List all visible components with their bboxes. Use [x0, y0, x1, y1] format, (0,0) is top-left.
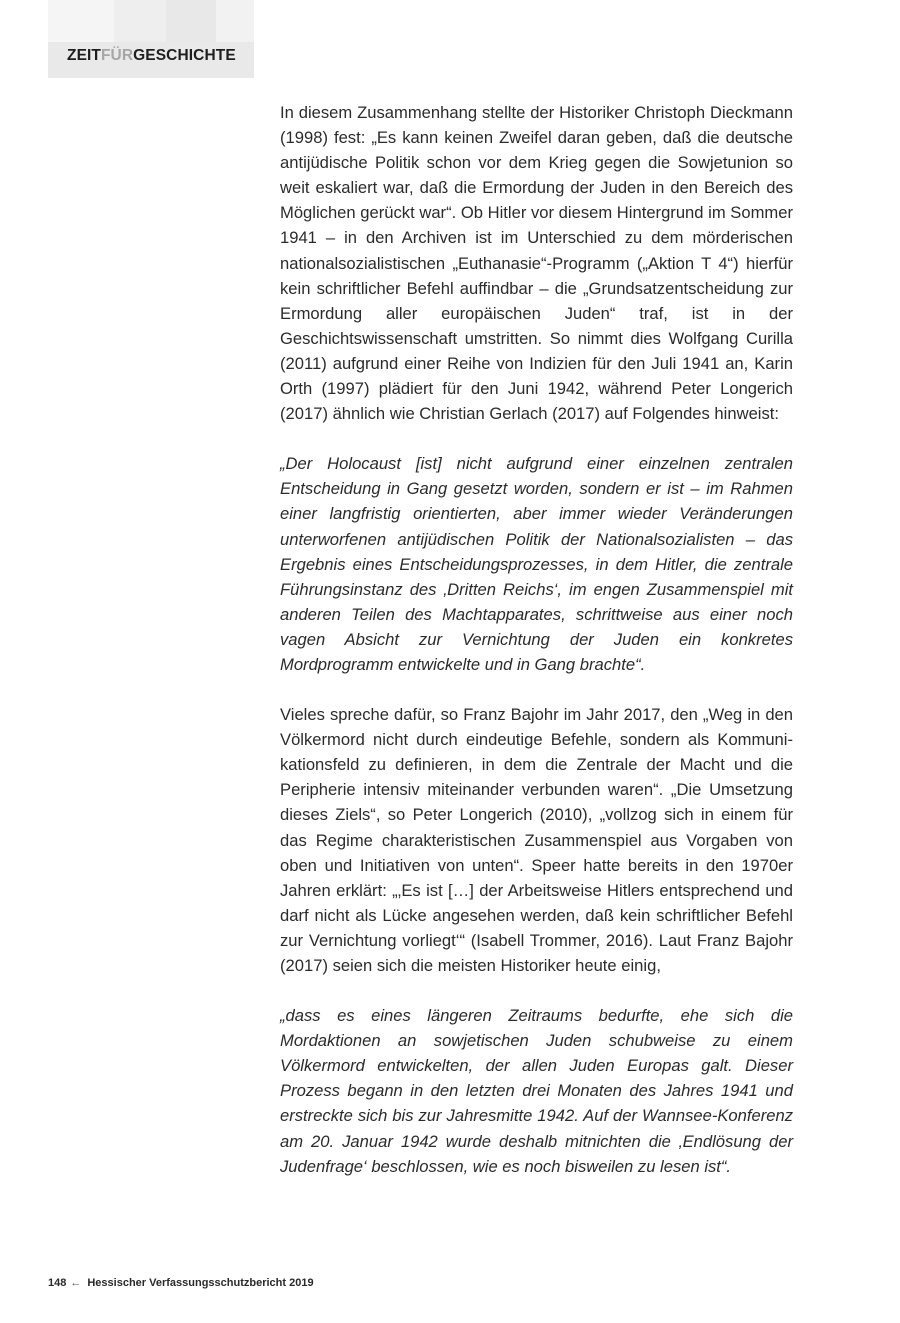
header-tile — [114, 0, 166, 42]
page-number: 148 — [48, 1277, 67, 1289]
brand-part-geschichte: GESCHICHTE — [133, 47, 236, 64]
section-brand-title — [67, 47, 236, 65]
header-tile — [216, 0, 254, 42]
brand-part-fuer: FÜR — [100, 47, 134, 64]
paragraph-gap — [280, 677, 793, 702]
article-body — [280, 100, 793, 1179]
publication-title: Hessischer Verfassungsschutzbericht 2019 — [87, 1277, 314, 1289]
block-quote: „dass es eines längeren Zeitraums bedurfte, ehe sich die Mordaktionen an sowjetischen Juden schubweise zu einem Völkermord entwickelten, der allen Juden Europas galt. Dieser Prozess begann in den letzten drei Monaten des Jahres 1941 und erstreckte sich bis zur Jahresmitte 1942. Auf der Wannsee-Konferenz am 20. Januar 1942 wurde deshalb mitnichten die ‚Endlösung der Judenfrage‘ beschlossen, wie es noch bisweilen zu lesen ist“. — [280, 1006, 793, 1176]
body-paragraph: Vieles spreche dafür, so Franz Bajohr im Jahr 2017, den „Weg in den Völkermord nicht durch eindeutige Befehle, sondern als Kommunikationsfeld zu definieren, in dem die Zentrale der Macht und die Peripherie intensiv miteinander verbunden waren“. „Die Umsetzung dieses Ziels“, so Peter Longerich (2010), „vollzog sich in einem für das Regime charakteristischen Zusammenspiel aus Vorgaben von oben und Initiativen von unten“. Speer hatte bereits in den 1970er Jahren erklärt: „‚Es ist […] der Arbeitsweise Hitlers entsprechend und darf nicht als Lücke angesehen werden, daß kein schriftlicher Befehl zur Vernichtung vorliegt‘“ (Isabell Trommer, 2016). Laut Franz Bajohr (2017) seien sich die meisten Historiker heute einig, — [280, 705, 793, 975]
brand-part-zeit: ZEIT — [67, 47, 101, 64]
header-tile — [48, 0, 114, 42]
paragraph-gap — [280, 426, 793, 451]
header-tile — [166, 0, 216, 42]
body-paragraph: In diesem Zusammenhang stellte der Historiker Christoph Dieckmann (1998) fest: „Es kann keinen Zweifel daran geben, daß die deutsche antijüdische Politik schon vor dem Krieg gegen die Sowjetunion so weit eskaliert war, daß die Ermordung der Juden in den Bereich des Möglichen gerückt war“. Ob Hitler vor diesem Hintergrund im Sommer 1941 – in den Archiven ist im Unterschied zu dem mörderischen nationalsozialistischen „Euthanasie“-Programm („Aktion T 4“) hierfür kein schriftlicher Befehl auffindbar – die „Grundsatzentscheidung zur Ermordung aller europäischen Juden“ traf, ist in der Geschichtswissenschaft umstritten. So nimmt dies Wolfgang Curilla (2011) aufgrund einer Reihe von Indizien für den Juli 1941 an, Karin Orth (1997) plädiert für den Juni 1942, während Peter Longerich (2017) ähnlich wie Christian Gerlach (2017) auf Folgendes hinweist: — [280, 103, 793, 424]
paragraph-gap — [280, 978, 793, 1003]
block-quote: „Der Holocaust [ist] nicht aufgrund einer einzelnen zentralen Entscheidung in Gang gesetzt worden, sondern er ist – im Rahmen einer langfristig orientierten, aber immer wieder Veränderungen unterworfenen antijüdischen Politik der Nationalsozialisten – das Ergebnis eines Entscheidungsprozesses, in dem Hitler, die zentrale Führungsinstanz des ‚Dritten Reichs‘, im engen Zusammenspiel mit anderen Teilen des Machtapparates, schrittweise aus einer noch vagen Absicht zur Vernichtung der Juden ein konkretes Mordprogramm entwickelte und in Gang brachte“. — [280, 454, 793, 674]
arrow-left-icon: ← — [70, 1277, 82, 1289]
header-tile-block — [48, 0, 254, 78]
page-footer — [48, 1277, 314, 1289]
